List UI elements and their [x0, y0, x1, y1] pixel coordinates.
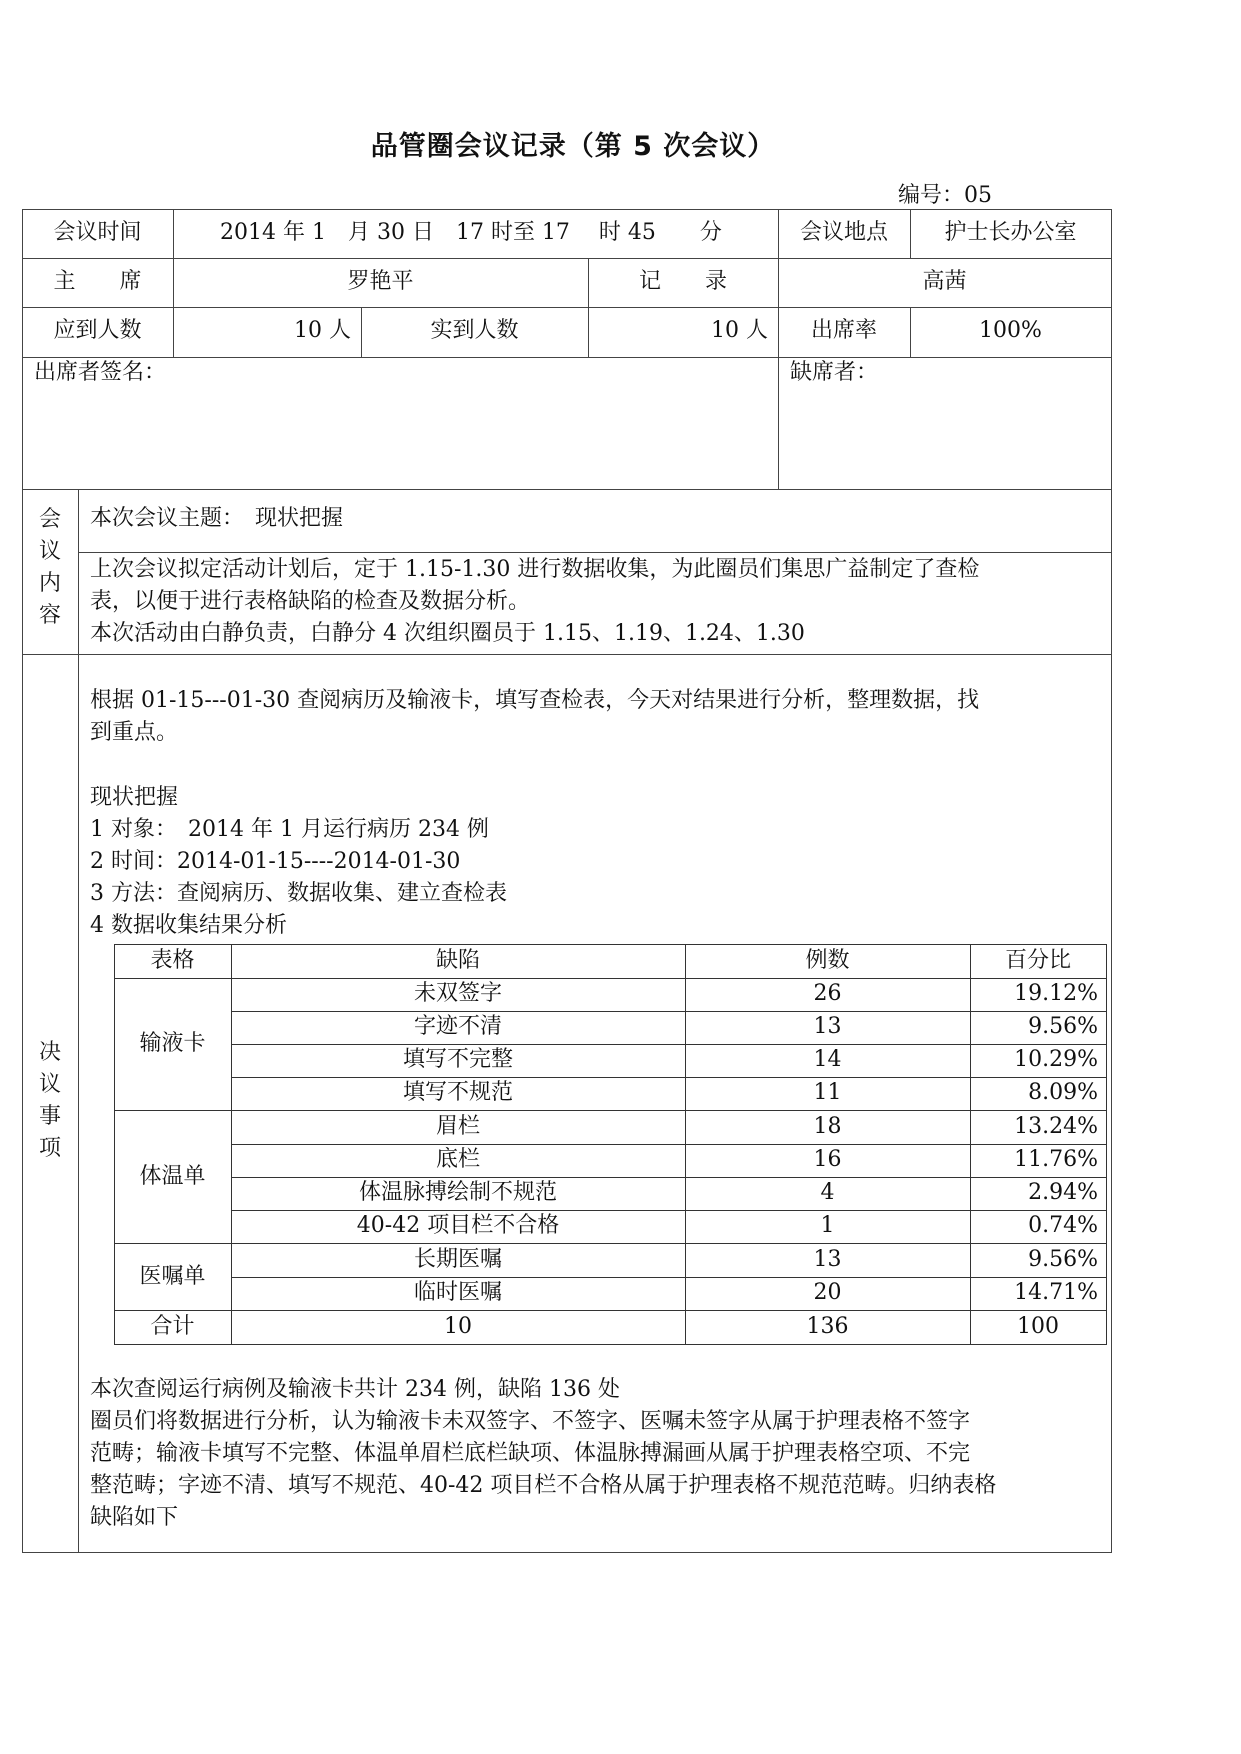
- table-cell-percent: 14.71%: [1014, 1280, 1098, 1305]
- table-cell-defect: 临时医嘱: [413, 1280, 502, 1305]
- expected-attendance-value: 10 人: [294, 318, 351, 343]
- document-title: 品管圈会议记录（第 5 次会议）: [370, 131, 776, 162]
- table-total-label: 合计: [150, 1314, 195, 1339]
- table-cell-defect: 填写不完整: [402, 1047, 513, 1072]
- table-cell-count: 14: [813, 1047, 842, 1072]
- meeting-place-label: 会议地点: [799, 220, 888, 245]
- table-cell-percent: 9.56%: [1028, 1014, 1098, 1039]
- table-cell-count: 1: [820, 1213, 835, 1238]
- table-cell-defect: 40-42 项目栏不合格: [356, 1213, 560, 1238]
- group-name: 体温单: [139, 1164, 206, 1189]
- table-cell-percent: 13.24%: [1014, 1114, 1098, 1139]
- table-cell-percent: 2.94%: [1028, 1180, 1098, 1205]
- table-cell-defect: 长期医嘱: [413, 1247, 502, 1272]
- expected-attendance-label: 应到人数: [53, 318, 142, 343]
- table-cell-percent: 8.09%: [1028, 1080, 1098, 1105]
- table-total-count: 136: [806, 1314, 849, 1339]
- table-total-percent: 100: [1017, 1314, 1059, 1339]
- meeting-time-label: 会议时间: [53, 220, 142, 245]
- table-cell-defect: 字迹不清: [413, 1014, 502, 1039]
- table-cell-count: 16: [813, 1147, 842, 1172]
- table-cell-defect: 体温脉搏绘制不规范: [358, 1180, 557, 1205]
- recorder-value: 高茜: [922, 269, 967, 294]
- table-cell-percent: 0.74%: [1028, 1213, 1098, 1238]
- table-cell-percent: 11.76%: [1014, 1147, 1098, 1172]
- table-cell-defect: 未双签字: [413, 981, 502, 1006]
- table-cell-count: 13: [813, 1247, 842, 1272]
- table-header-count: 例数: [805, 948, 850, 973]
- table-header-percent: 百分比: [1004, 948, 1071, 973]
- table-cell-percent: 10.29%: [1014, 1047, 1098, 1072]
- status-title: 现状把握: [90, 785, 179, 810]
- group-name: 输液卡: [139, 1031, 206, 1056]
- table-cell-percent: 19.12%: [1014, 981, 1098, 1006]
- attendee-signatures-label: 出席者签名：: [34, 360, 167, 385]
- attendance-rate-label: 出席率: [810, 318, 877, 343]
- decision-summary: 本次查阅运行病例及输液卡共计 234 例，缺陷 136 处 圈员们将数据进行分析，认为输液卡未双签字、不签字、医嘱未签字从属于护理表格不签字 范畴；输液卡填写不完整、体温单眉栏底栏缺项、体温脉搏漏画从属于护理表格空项、不完 整范畴；字迹不清、填写不规范、40-42 项目栏不合格从属于护理表格不规范范畴。归纳表格 缺陷如下: [90, 1377, 997, 1530]
- status-items: 1 对象： 2014 年 1 月运行病历 234 例 2 时间：2014-01-15----2014-01-30 3 方法：查阅病历、数据收集、建立查检表 4 数据收集结果分析: [90, 817, 507, 938]
- table-cell-count: 20: [813, 1280, 842, 1305]
- table-cell-count: 18: [813, 1114, 842, 1139]
- table-header-form: 表格: [150, 948, 195, 973]
- actual-attendance-label: 实到人数: [430, 318, 519, 343]
- group-name: 医嘱单: [139, 1264, 206, 1289]
- actual-attendance-value: 10 人: [711, 318, 768, 343]
- meeting-time-value: 2014 年 1 月 30 日 17 时至 17 时 45 分: [220, 220, 722, 245]
- decision-intro: 根据 01-15---01-30 查阅病历及输液卡，填写查检表，今天对结果进行分析，整理数据，找 到重点。: [90, 688, 980, 745]
- table-header-defect: 缺陷: [435, 948, 480, 973]
- serial-number: 编号：05: [898, 183, 992, 208]
- decision-side-label: 决 议 事 项: [38, 1040, 61, 1161]
- table-total-defect: 10: [444, 1314, 472, 1339]
- table-cell-percent: 9.56%: [1028, 1247, 1098, 1272]
- chair-value: 罗艳平: [347, 269, 414, 294]
- table-cell-defect: 填写不规范: [402, 1080, 513, 1105]
- attendance-rate-value: 100%: [979, 318, 1042, 343]
- table-cell-count: 13: [813, 1014, 842, 1039]
- table-cell-count: 26: [813, 981, 842, 1006]
- table-cell-count: 11: [813, 1080, 842, 1105]
- meeting-theme: 本次会议主题： 现状把握: [90, 506, 344, 531]
- content-text: 上次会议拟定活动计划后，定于 1.15-1.30 进行数据收集，为此圈员们集思广益制定了查检 表，以便于进行表格缺陷的检查及数据分析。 本次活动由白静负责，白静分 4 次组织圈员于 1.15、1.19、1.24、1.30: [90, 557, 980, 646]
- recorder-label: 记 录: [638, 269, 727, 294]
- chair-label: 主 席: [53, 269, 142, 294]
- content-side-label: 会 议 内 容: [38, 507, 61, 628]
- table-cell-count: 4: [820, 1180, 835, 1205]
- table-cell-defect: 眉栏: [435, 1114, 480, 1139]
- absentees-label: 缺席者：: [790, 360, 879, 385]
- table-cell-defect: 底栏: [435, 1147, 480, 1172]
- meeting-place-value: 护士长办公室: [944, 220, 1077, 245]
